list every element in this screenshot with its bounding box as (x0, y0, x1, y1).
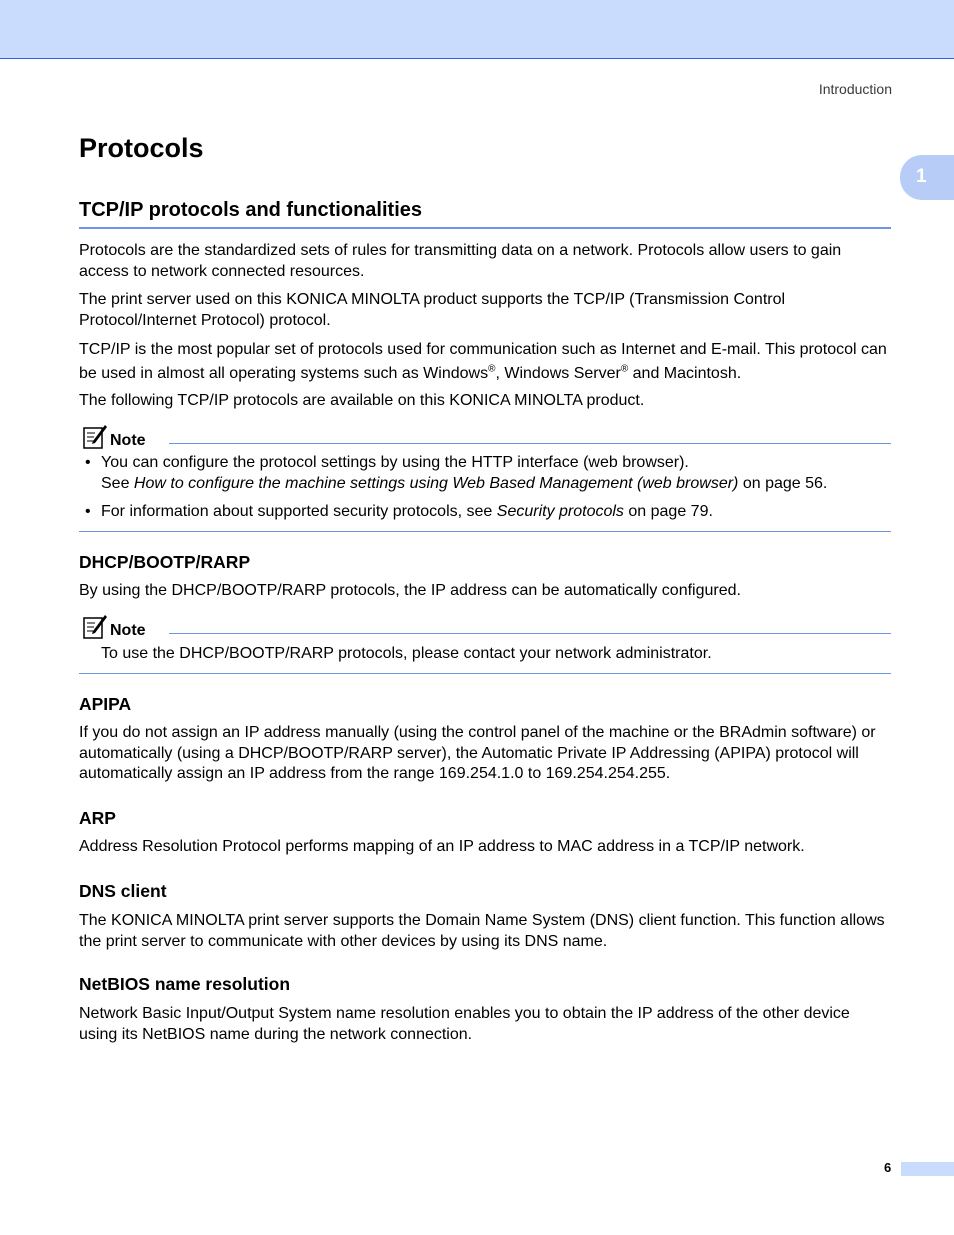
dhcp-paragraph: By using the DHCP/BOOTP/RARP protocols, the IP address can be automatically configured. (79, 582, 741, 599)
top-band (0, 0, 954, 59)
intro-paragraph-1: Protocols are the standardized sets of rules for transmitting data on a network. Protocols allow users to gain access to network connected resources. (79, 242, 842, 280)
dns-paragraph: The KONICA MINOLTA print server supports the Domain Name System (DNS) client function. This function allows the print server to communicate with other devices by using its DNS name. (79, 912, 885, 950)
running-header: Introduction (818, 81, 892, 97)
page-number: 6 (884, 1160, 892, 1175)
note-end-rule (79, 673, 891, 674)
note-bullet-2: • For information about supported security protocols, see Security protocols on page 79. (85, 503, 713, 520)
heading-netbios: NetBIOS name resolution (79, 974, 291, 994)
note-label: Note (110, 432, 146, 449)
note-bullet-1: • You can configure the protocol settings by using the HTTP interface (web browser). See How to configure the machine settings using Web Based Management (web browser) on page 56. (85, 454, 828, 492)
intro-paragraph-4: The following TCP/IP protocols are available on this KONICA MINOLTA product. (79, 392, 645, 409)
heading-dhcp: DHCP/BOOTP/RARP (79, 552, 251, 572)
cross-reference-link[interactable]: How to configure the machine settings using Web Based Management (web browser) (133, 475, 739, 492)
netbios-paragraph: Network Basic Input/Output System name resolution enables you to obtain the IP address of the other device using its NetBIOS name during the network connection. (79, 1005, 850, 1043)
note-rule (169, 633, 891, 634)
intro-paragraph-3: TCP/IP is the most popular set of protocols used for communication such as Internet and E-mail. This protocol can be used in almost all operating systems such as Windows®, Windows Server® and Macintosh. (79, 341, 887, 382)
footer-band (901, 1162, 954, 1176)
note-header (79, 614, 891, 642)
note-pencil-icon (82, 424, 108, 450)
bullet-dot: • (85, 454, 91, 471)
heading-arp: ARP (79, 808, 116, 828)
apipa-paragraph: If you do not assign an IP address manually (using the control panel of the machine or the BRAdmin software) or automatically (using a DHCP/BOOTP/RARP server), the Automatic Private IP Addressing (APIPA) protocol will automatically assign an IP address from the range 169.254.1.0 to 169.254.254.255. (79, 724, 876, 782)
page-title: Protocols (79, 133, 204, 163)
bullet-dot: • (85, 503, 91, 520)
intro-paragraph-2: The print server used on this KONICA MINOLTA product supports the TCP/IP (Transmission Control Protocol/Internet Protocol) protocol. (79, 291, 786, 329)
heading-apipa: APIPA (79, 694, 132, 714)
note-pencil-icon (82, 614, 108, 640)
dhcp-note-text: To use the DHCP/BOOTP/RARP protocols, please contact your network administrator. (101, 645, 712, 662)
note-end-rule (79, 531, 891, 532)
heading-dns-client: DNS client (79, 881, 167, 901)
note-header (79, 424, 891, 452)
note-label: Note (110, 622, 146, 639)
chapter-tab: 1 (900, 155, 954, 200)
section-title: TCP/IP protocols and functionalities (79, 199, 891, 229)
cross-reference-link[interactable]: Security protocols (496, 503, 624, 520)
arp-paragraph: Address Resolution Protocol performs mapping of an IP address to MAC address in a TCP/IP network. (79, 838, 805, 855)
note-rule (169, 443, 891, 444)
